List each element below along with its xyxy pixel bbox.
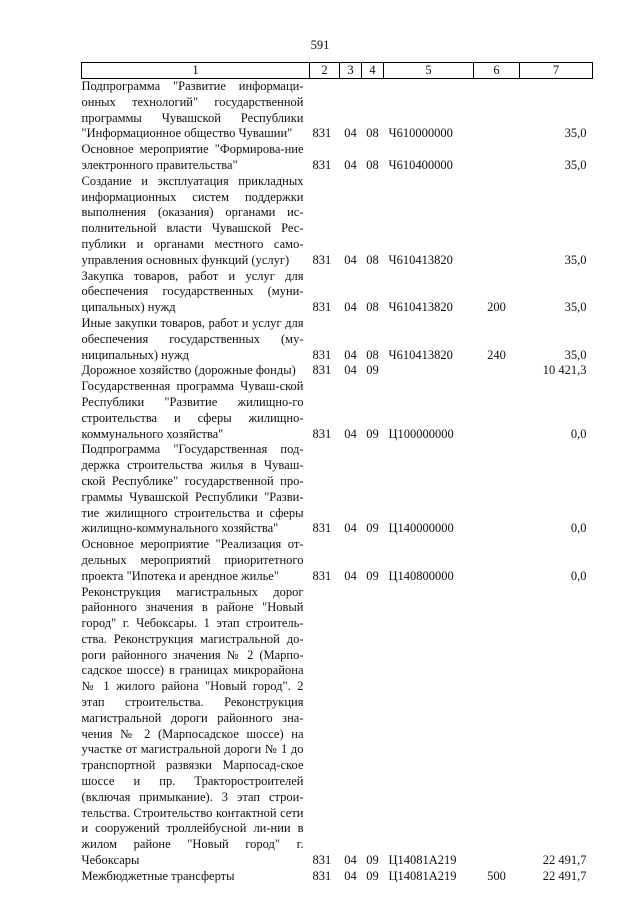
row-name: Государственная программа Чуваш-ской Республики "Развитие жилищно-го строительства и сферы жилищно-коммунального хозяйства" xyxy=(81,379,304,441)
table-row xyxy=(82,174,593,269)
row-sum: 35,0 xyxy=(564,157,587,172)
table-row xyxy=(82,363,593,379)
row-rz: 04 xyxy=(344,426,357,441)
table-row xyxy=(82,869,593,885)
row-gr: 831 xyxy=(312,426,332,441)
row-name: Подпрограмма "Государственная под-держка строительства жилья в Чуваш-ской Республике" государственной про-граммы Чувашской Республики "Разви-тие жилищного строительства и сферы жилищно-коммунального хозяйства" xyxy=(81,442,304,536)
row-gr: 831 xyxy=(312,868,332,883)
row-name: Иные закупки товаров, работ и услуг для обеспечения государственных (му-ниципальных) нужд xyxy=(81,315,304,362)
table-row xyxy=(82,442,593,537)
row-csr: Ц14081А219 xyxy=(388,868,457,883)
row-vr xyxy=(474,142,520,174)
row-gr: 831 xyxy=(312,568,332,583)
row-vr: 240 xyxy=(487,347,506,362)
header-cell: 3 xyxy=(340,63,362,79)
table-row xyxy=(82,537,593,584)
row-gr: 831 xyxy=(312,126,332,141)
row-rz: 04 xyxy=(344,126,357,141)
header-row xyxy=(82,63,593,79)
row-gr: 831 xyxy=(312,252,332,267)
row-vr xyxy=(474,379,520,442)
table-row xyxy=(82,585,593,869)
row-rz: 04 xyxy=(344,157,357,172)
row-csr: Ч610413820 xyxy=(388,347,453,362)
row-sum: 0,0 xyxy=(570,568,587,583)
row-vr xyxy=(474,442,520,537)
row-csr: Ц140000000 xyxy=(388,521,454,536)
row-csr: Ч610413820 xyxy=(388,300,453,315)
row-sum: 0,0 xyxy=(570,521,587,536)
row-name: Дорожное хозяйство (дорожные фонды) xyxy=(81,363,296,378)
row-sum: 35,0 xyxy=(564,347,587,362)
row-sum: 22 491,7 xyxy=(542,853,587,868)
row-vr: 200 xyxy=(487,300,506,315)
table-row xyxy=(82,142,593,174)
budget-table xyxy=(81,62,593,885)
header-cell: 1 xyxy=(82,63,310,79)
row-csr: Ч610000000 xyxy=(388,126,453,141)
row-pr: 09 xyxy=(366,426,379,441)
row-name: Подпрограмма "Развитие информаци-онных технологий" государственной программы Чувашской Республики "Информационное общество Чувашии" xyxy=(81,79,304,141)
row-vr xyxy=(474,363,520,379)
row-gr: 831 xyxy=(312,347,332,362)
row-pr: 08 xyxy=(366,157,379,172)
row-sum: 35,0 xyxy=(564,300,587,315)
row-rz: 04 xyxy=(344,853,357,868)
header-cell: 4 xyxy=(362,63,384,79)
row-sum: 35,0 xyxy=(564,126,587,141)
row-gr: 831 xyxy=(312,521,332,536)
row-vr xyxy=(474,537,520,584)
row-csr: Ц100000000 xyxy=(388,426,454,441)
row-pr: 09 xyxy=(366,521,379,536)
row-csr: Ч610400000 xyxy=(388,157,453,172)
row-vr xyxy=(474,174,520,269)
row-vr xyxy=(474,585,520,869)
row-vr xyxy=(474,79,520,143)
row-rz: 04 xyxy=(344,568,357,583)
row-name: Межбюджетные трансферты xyxy=(81,868,235,883)
row-name: Реконструкция магистральных дорог районного значения в районе "Новый город" г. Чебоксары. 1 этап строитель-ства. Реконструкция магистральной до-роги районного значения № 2 (Марпо-садское шоссе) в границах микрорайона № 1 жилого района "Новый город". 2 этап строительства. Реконструкция магистральной дороги районного зна-чения № 2 (Марпосадское шоссе) на участке от магистральной дороги № 1 до транспортной развязки Марпосад-ское шоссе и пр. Тракторостроителей (включая примыкание). 3 этап строи-тельства. Строительство контактной сети и сооружений троллейбусной ли-нии в жилом районе "Новый город" г. Чебоксары xyxy=(81,584,304,868)
row-pr: 08 xyxy=(366,300,379,315)
row-name: Основное мероприятие "Реализация от-дельных мероприятий приоритетного проекта "Ипотека и арендное жилье" xyxy=(81,537,304,583)
row-gr: 831 xyxy=(312,363,332,378)
header-cell: 7 xyxy=(520,63,593,79)
row-rz: 04 xyxy=(344,300,357,315)
header-cell: 5 xyxy=(384,63,474,79)
row-sum: 35,0 xyxy=(564,252,587,267)
row-pr: 08 xyxy=(366,126,379,141)
row-pr: 09 xyxy=(366,363,379,378)
row-rz: 04 xyxy=(344,521,357,536)
row-csr xyxy=(384,363,474,379)
row-gr: 831 xyxy=(312,853,332,868)
header-cell: 2 xyxy=(310,63,340,79)
table-row xyxy=(82,269,593,316)
row-pr: 09 xyxy=(366,853,379,868)
row-gr: 831 xyxy=(312,157,332,172)
header-cell: 6 xyxy=(474,63,520,79)
row-rz: 04 xyxy=(344,347,357,362)
row-gr: 831 xyxy=(312,300,332,315)
row-pr: 09 xyxy=(366,868,379,883)
row-csr: Ч610413820 xyxy=(388,252,453,267)
table-row xyxy=(82,379,593,442)
row-sum: 0,0 xyxy=(570,426,587,441)
row-rz: 04 xyxy=(344,252,357,267)
page-number: 591 xyxy=(310,38,330,52)
row-vr: 500 xyxy=(487,868,506,883)
row-name: Основное мероприятие "Формирова-ние электронного правительства" xyxy=(81,142,304,172)
row-pr: 09 xyxy=(366,568,379,583)
row-rz: 04 xyxy=(344,868,357,883)
row-sum: 22 491,7 xyxy=(542,868,587,883)
table-row xyxy=(82,316,593,363)
row-rz: 04 xyxy=(344,363,357,378)
row-name: Закупка товаров, работ и услуг для обеспечения государственных (муни-ципальных) нужд xyxy=(81,268,304,315)
row-csr: Ц140800000 xyxy=(388,568,454,583)
row-name: Создание и эксплуатация прикладных информационных систем поддержки выполнения (оказания) органами ис-полнительной власти Чувашской Рес-публики и органами местного само-управления основных функций (услуг) xyxy=(81,173,304,267)
row-sum: 10 421,3 xyxy=(542,363,587,378)
table-row xyxy=(82,79,593,143)
row-pr: 08 xyxy=(366,252,379,267)
row-csr: Ц14081А219 xyxy=(388,853,457,868)
row-pr: 08 xyxy=(366,347,379,362)
